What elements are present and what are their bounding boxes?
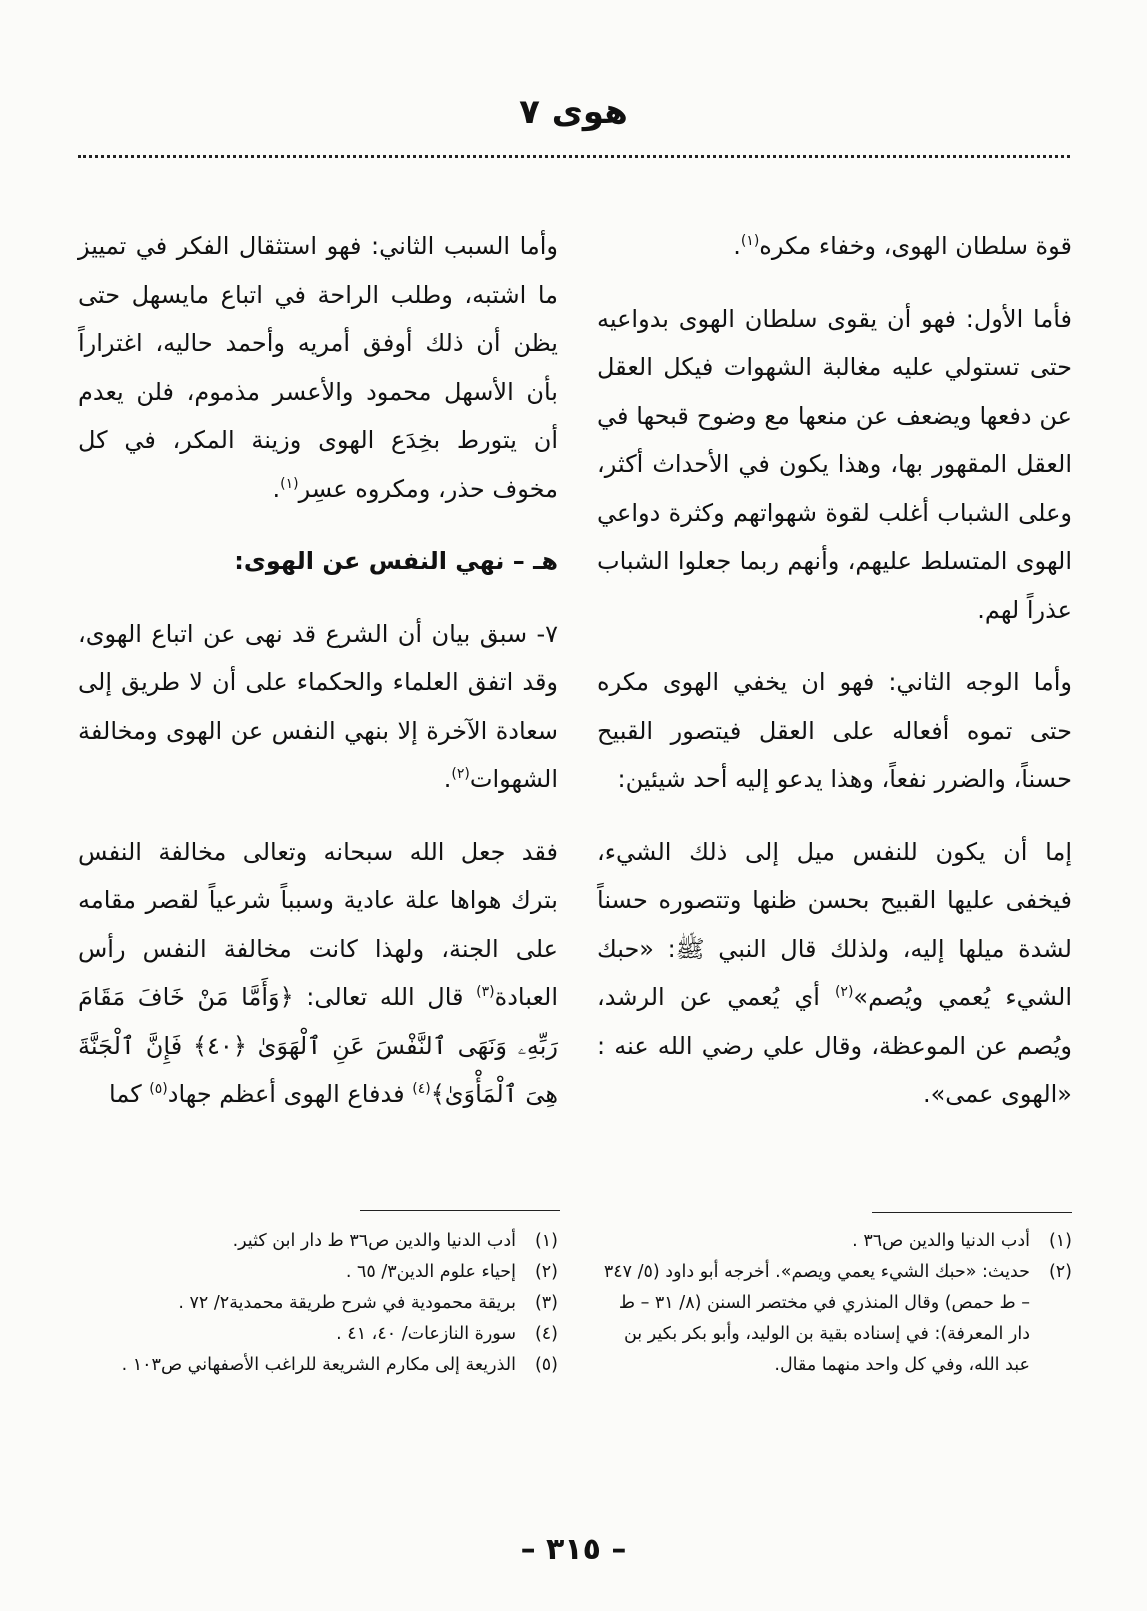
paragraph: وأما الوجه الثاني: فهو ان يخفي الهوى مكره حتى تموه أفعاله على العقل فيتصور القبيح حسناً، والضرر نفعاً، وهذا يدعو إليه أحد شيئين:: [597, 668, 1072, 793]
footnote-number: (٣): [534, 1293, 558, 1313]
footnote: [78, 1257, 558, 1288]
footnote: [78, 1350, 558, 1381]
footnotes-left: [78, 1226, 558, 1381]
footnote-text: أدب الدنيا والدين ص٣٦ ط دار ابن كثير.: [232, 1231, 516, 1251]
footnote-ref: (١): [740, 233, 760, 249]
paragraph: قوة سلطان الهوى، وخفاء مكره$^{(١)}$.: [733, 232, 1072, 260]
footnote-text: سورة النازعات/ ٤٠، ٤١ .: [336, 1324, 516, 1344]
footnote: [78, 1226, 558, 1257]
footnote-ref: (١): [280, 475, 299, 492]
footnote: [597, 1257, 1072, 1381]
footnote-text: إحياء علوم الدين٣/ ٦٥ .: [345, 1262, 516, 1282]
footnote-ref: (٣): [476, 984, 495, 1000]
paragraph: إما أن يكون للنفس ميل إلى ذلك الشيء، فيخفى عليها القبيح بحسن ظنها وتتصوره حسناً لشدة ميلها إليه، ولذلك قال النبي ﷺ: «حبك الشيء يُعمي ويُصم»$^{(٢)}$ أي يُعمي عن الرشد، ويُصم عن الموعظة، وقال علي رضي الله عنه : «الهوى عمى».: [597, 837, 1073, 1108]
footnote-number: (٥): [534, 1355, 558, 1375]
footnote-number: (٤): [534, 1324, 558, 1344]
left-column: [78, 222, 558, 1143]
footnote: [597, 1226, 1072, 1257]
footnote-ref: (٢): [451, 766, 470, 782]
footnote-number: (٢): [1048, 1262, 1072, 1282]
footnote-number: (٢): [534, 1262, 558, 1282]
footnote-separator: [360, 1210, 560, 1211]
quran-verse: قال الله تعالى: ﴿وَأَمَّا مَنْ خَافَ مَقَامَ رَبِّهِۦ وَنَهَى ٱلنَّفْسَ عَنِ ٱلْهَوَىٰ ﴿٤٠﴾ فَإِنَّ ٱلْجَنَّةَ هِىَ ٱلْمَأْوَىٰ﴾: [78, 983, 558, 1108]
page-number: – ٣١٥ –: [520, 1532, 627, 1567]
paragraph: فقد جعل الله سبحانه وتعالى مخالفة النفس بترك هواها علة عادية وسبباً شرعياً لقصر مقامه على الجنة، ولهذا كانت مخالفة النفس رأس العبادة$^{(٣)}$ قال الله تعالى: ﴿وَأَمَّا مَنْ خَافَ مَقَامَ رَبِّهِۦ وَنَهَى ٱلنَّفْسَ عَنِ ٱلْهَوَىٰ ﴿٤٠﴾ فَإِنَّ ٱلْجَنَّةَ هِىَ ٱلْمَأْوَىٰ﴾$^{(٤)}$ فدفاع الهوى أعظم جهاد$^{(٥)}$ كما: [78, 837, 558, 1108]
footnote: [78, 1288, 558, 1319]
footnote-ref: (٤): [412, 1081, 431, 1097]
chapter-title: هوى ٧: [519, 92, 628, 132]
section-heading: هـ – نهي النفس عن الهوى:: [234, 547, 558, 575]
footnote-text: الذريعة إلى مكارم الشريعة للراغب الأصفهاني ص١٠٣ .: [121, 1355, 516, 1375]
footnotes-right: [597, 1226, 1072, 1381]
footnote-ref: (٥): [149, 1081, 168, 1097]
right-column: [597, 222, 1072, 1143]
paragraph: فأما الأول: فهو أن يقوى سلطان الهوى بدواعيه حتى تستولي عليه مغالبة الشهوات فيكل العقل عن دفعها ويضعف عن منعها مع وضوح قبحها في العقل المقهور بها، وهذا يكون في الأحداث أكثر، وعلى الشباب أغلب لقوة شهواتهم وكثرة دواعي الهوى المتسلط عليهم، وأنهم ربما جعلوا الشباب عذراً لهم.: [597, 304, 1072, 624]
footnote-number: (١): [1048, 1231, 1072, 1251]
header-dotted-rule: [78, 155, 1070, 158]
paragraph: وأما السبب الثاني: فهو استثقال الفكر في تمييز ما اشتبه، وطلب الراحة في اتباع مايسهل حتى يظن أن ذلك أوفق أمريه وأحمد حاليه، اغتراراً بأن الأسهل محمود والأعسر مذموم، فلن يعدم أن يتورط بخِدَع الهوى وزينة المكر، في كل مخوف حذر، ومكروه عسِر$^{(١)}$.: [78, 232, 558, 503]
footnote-text: حديث: «حبك الشيء يعمي ويصم». أخرجه أبو داود (٥/ ٣٤٧ – ط حمص) وقال المنذري في مختصر السنن (٨/ ٣١ – ط دار المعرفة): في إسناده بقية بن الوليد، وأبو بكر بكير بن عبد الله، وفي كل واحد منهما مقال.: [603, 1262, 1030, 1375]
footnote-ref: (٢): [834, 984, 854, 1000]
paragraph: ٧- سبق بيان أن الشرع قد نهى عن اتباع الهوى، وقد اتفق العلماء والحكماء على أن لا طريق إلى سعادة الآخرة إلا بنهي النفس عن الهوى ومخالفة الشهوات$^{(٢)}$.: [78, 619, 558, 793]
page-header: [0, 92, 1147, 132]
footnote: [78, 1319, 558, 1350]
footnote-separator: [872, 1212, 1072, 1213]
footnote-number: (١): [534, 1231, 558, 1251]
footnote-text: أدب الدنيا والدين ص٣٦ .: [852, 1231, 1030, 1251]
footnote-text: بريقة محمودية في شرح طريقة محمدية٢/ ٧٢ .: [178, 1293, 516, 1313]
